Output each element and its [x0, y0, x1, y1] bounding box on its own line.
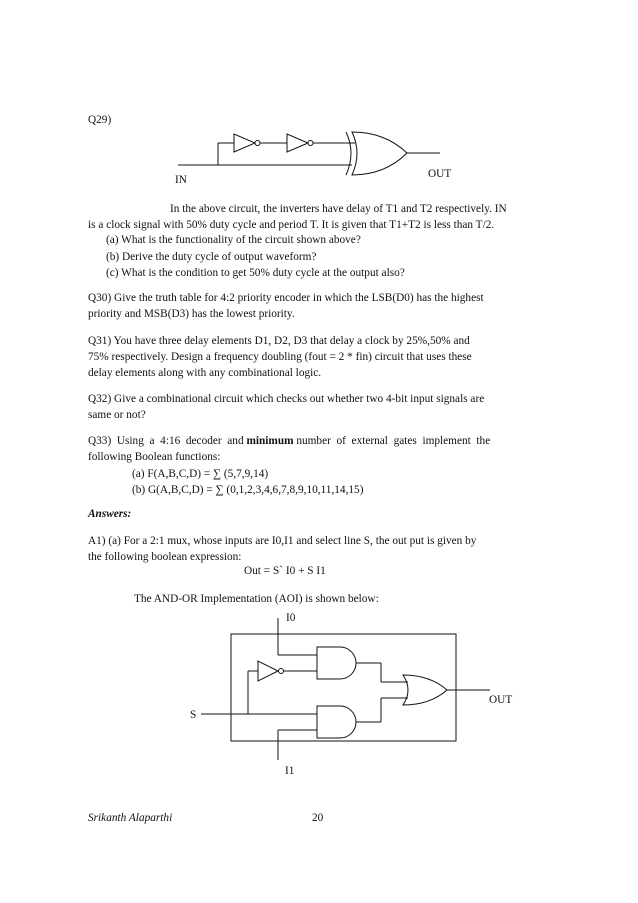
- aoi-and-gate-bottom: [317, 706, 356, 738]
- aoi-or-gate: [403, 675, 447, 705]
- q31-line2: 75% respectively. Design a frequency doubling (fout = 2 * fin) circuit that uses these: [88, 351, 472, 363]
- q29-out-label: OUT: [428, 168, 452, 180]
- a1-expression: Out = S` I0 + S I1: [244, 565, 326, 577]
- q33-function-b: (b) G(A,B,C,D) = ∑ (0,1,2,3,4,6,7,8,9,10,11,14,15): [132, 484, 364, 496]
- footer-author: Srikanth Alaparthi: [88, 812, 173, 824]
- q30-line2: priority and MSB(D3) has the lowest priority.: [88, 308, 295, 320]
- q32-line1: Q32) Give a combinational circuit which checks out whether two 4-bit input signals are: [88, 393, 485, 405]
- a1-line2: the following boolean expression:: [88, 551, 242, 563]
- aoi-caption: The AND-OR Implementation (AOI) is shown below:: [134, 593, 379, 605]
- q29-label: Q29): [88, 114, 112, 126]
- aoi-s-label: S: [190, 709, 197, 721]
- q32-line2: same or not?: [88, 409, 146, 421]
- answers-heading: Answers:: [88, 508, 132, 520]
- footer-page-number: 20: [312, 812, 324, 824]
- q31-line1: Q31) You have three delay elements D1, D2, D3 that delay a clock by 25%,50% and: [88, 335, 470, 347]
- q29-desc-line1: In the above circuit, the inverters have delay of T1 and T2 respectively. IN: [170, 203, 507, 215]
- aoi-i0-label: I0: [286, 612, 296, 624]
- q33-line2: following Boolean functions:: [88, 451, 221, 463]
- aoi-and-gate-top: [317, 647, 356, 679]
- a1-line1: A1) (a) For a 2:1 mux, whose inputs are I0,I1 and select line S, the out put is given by: [88, 535, 477, 547]
- q33-line1: Q33) Using a 4:16 decoder and minimum number of external gates implement the: [88, 435, 491, 447]
- aoi-out-label: OUT: [489, 694, 513, 706]
- q29-in-label: IN: [175, 174, 187, 186]
- aoi-i1-label: I1: [285, 765, 295, 777]
- aoi-inverter: [258, 661, 278, 681]
- q30-line1: Q30) Give the truth table for 4:2 priority encoder in which the LSB(D0) has the highest: [88, 292, 484, 304]
- q29-option-a: (a) What is the functionality of the circuit shown above?: [106, 234, 361, 246]
- q29-option-b: (b) Derive the duty cycle of output waveform?: [106, 250, 317, 263]
- q29-desc-line2: is a clock signal with 50% duty cycle and period T. It is given that T1+T2 is less than T/2.: [88, 219, 495, 231]
- q33-function-a: (a) F(A,B,C,D) = ∑ (5,7,9,14): [132, 468, 269, 480]
- q31-line3: delay elements along with any combinational logic.: [88, 367, 322, 379]
- aoi-enclosure-box: [231, 634, 456, 741]
- q33-minimum-bold: minimum: [246, 435, 294, 447]
- q29-option-c: (c) What is the condition to get 50% duty cycle at the output also?: [106, 267, 405, 279]
